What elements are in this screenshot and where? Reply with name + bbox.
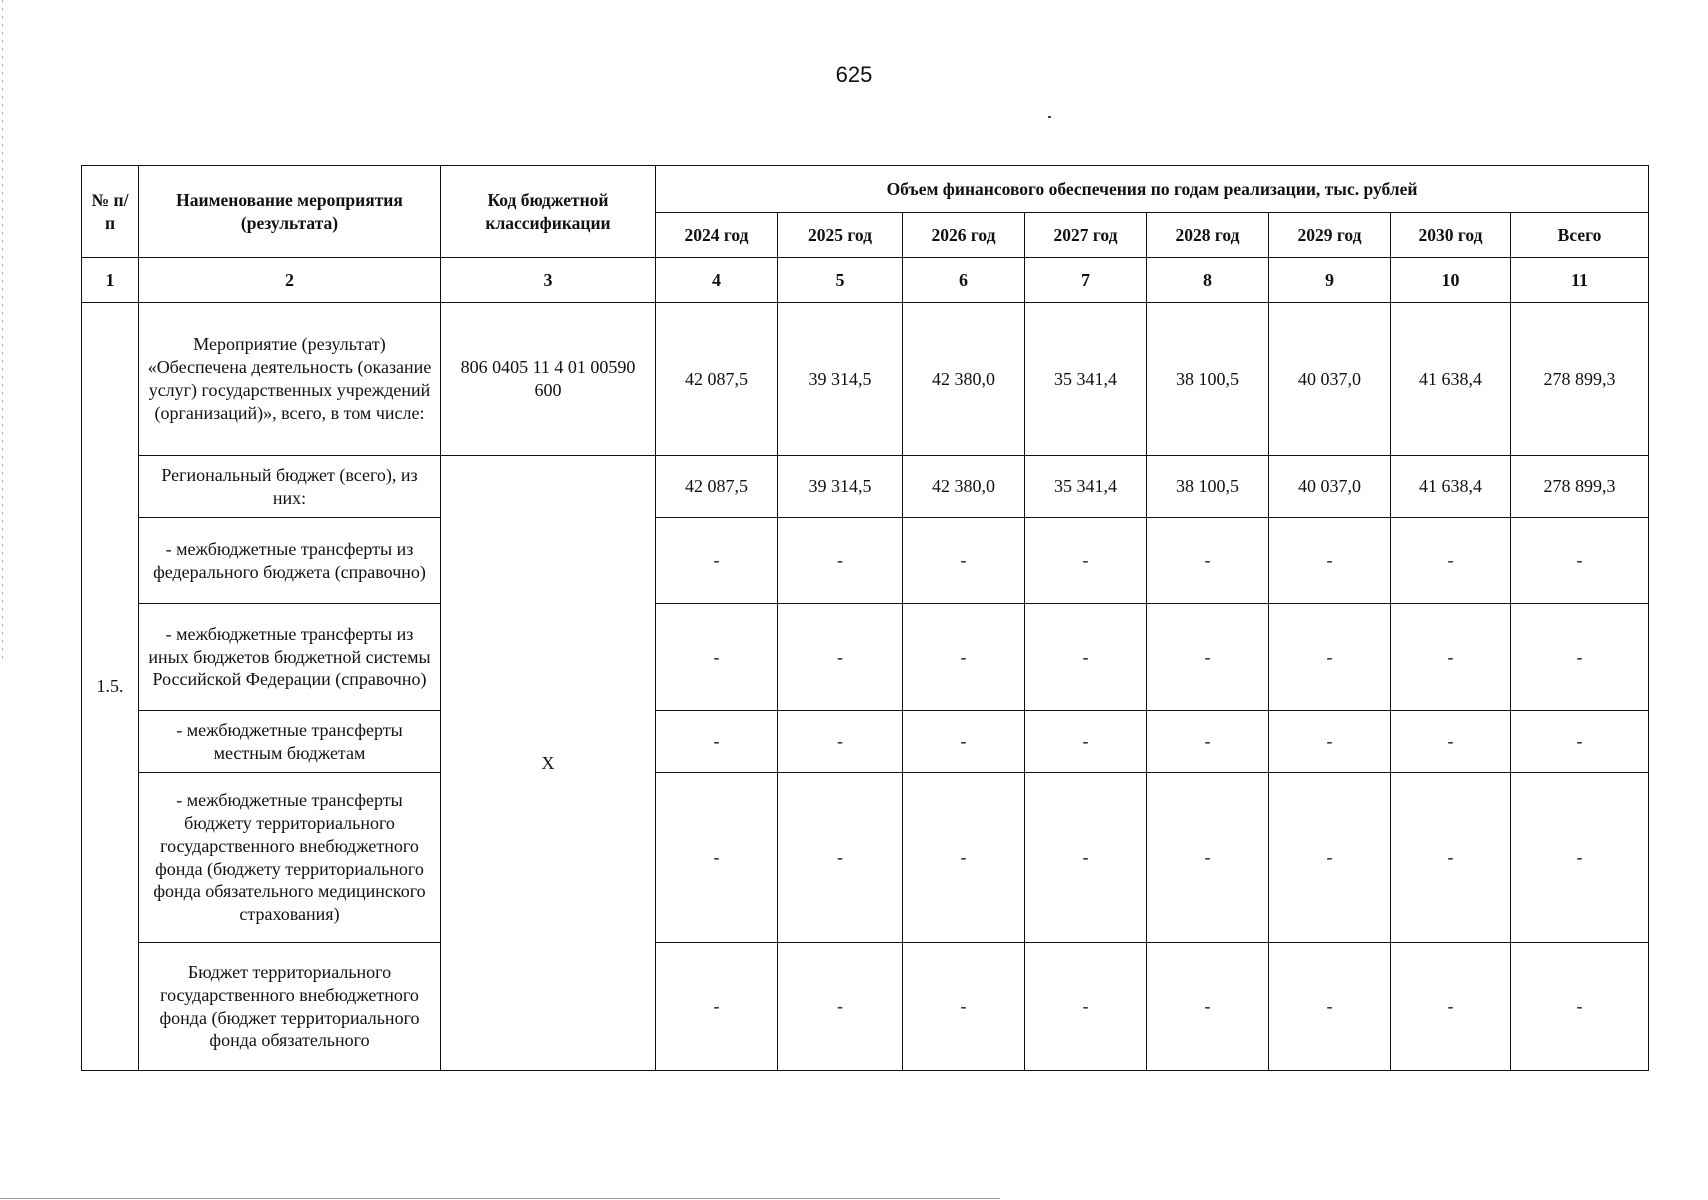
value-2030: - xyxy=(1391,943,1511,1071)
column-number: 4 xyxy=(656,258,778,303)
budget-code: 806 0405 11 4 01 00590 600 xyxy=(441,303,656,456)
value-2030: 41 638,4 xyxy=(1391,456,1511,518)
value-2028: - xyxy=(1147,711,1269,773)
funding-table xyxy=(81,165,1649,1071)
value-2028: - xyxy=(1147,773,1269,943)
row-number: 1.5. xyxy=(82,303,139,1071)
value-2028: - xyxy=(1147,943,1269,1071)
value-2025: - xyxy=(778,518,903,604)
header-row-top xyxy=(82,166,1649,213)
value-2028: 38 100,5 xyxy=(1147,456,1269,518)
value-2024: 42 087,5 xyxy=(656,303,778,456)
column-numbers-row xyxy=(82,258,1649,303)
value-2028: 38 100,5 xyxy=(1147,303,1269,456)
value-total: - xyxy=(1511,604,1649,711)
value-2029: 40 037,0 xyxy=(1269,456,1391,518)
header-code: Код бюджетной классификации xyxy=(441,166,656,258)
header-year-2026: 2026 год xyxy=(903,213,1025,258)
value-2029: - xyxy=(1269,604,1391,711)
value-total: 278 899,3 xyxy=(1511,303,1649,456)
measure-name: Мероприятие (результат) «Обеспечена деятельность (оказание услуг) государственных учреждений (организаций)», всего, в том числе: xyxy=(139,303,441,456)
value-2026: - xyxy=(903,518,1025,604)
column-number: 9 xyxy=(1269,258,1391,303)
header-year-2029: 2029 год xyxy=(1269,213,1391,258)
value-2029: 40 037,0 xyxy=(1269,303,1391,456)
column-number: 2 xyxy=(139,258,441,303)
value-2027: - xyxy=(1025,711,1147,773)
value-2025: 39 314,5 xyxy=(778,303,903,456)
value-2026: - xyxy=(903,604,1025,711)
table-row-local-transfers xyxy=(82,711,1649,773)
column-number: 11 xyxy=(1511,258,1649,303)
value-2028: - xyxy=(1147,604,1269,711)
value-2025: - xyxy=(778,711,903,773)
value-2028: - xyxy=(1147,518,1269,604)
column-number: 6 xyxy=(903,258,1025,303)
value-total: - xyxy=(1511,711,1649,773)
value-2026: - xyxy=(903,943,1025,1071)
value-2030: - xyxy=(1391,518,1511,604)
value-2024: - xyxy=(656,711,778,773)
value-2030: 41 638,4 xyxy=(1391,303,1511,456)
page-number: 625 xyxy=(835,62,873,87)
other-transfers-name: - межбюджетные трансферты из иных бюджетов бюджетной системы Российской Федерации (справочно) xyxy=(139,604,441,711)
header-year-2027: 2027 год xyxy=(1025,213,1147,258)
fund-transfers-name: - межбюджетные трансферты бюджету территориального государственного внебюджетного фонда (бюджету территориального фонда обязательного медицинского страхования) xyxy=(139,773,441,943)
value-2024: - xyxy=(656,773,778,943)
value-2027: - xyxy=(1025,518,1147,604)
table-row-fund-transfers xyxy=(82,773,1649,943)
column-number: 3 xyxy=(441,258,656,303)
header-year-2030: 2030 год xyxy=(1391,213,1511,258)
table-row-federal-transfers xyxy=(82,518,1649,604)
value-2029: - xyxy=(1269,711,1391,773)
value-2024: - xyxy=(656,518,778,604)
header-volume: Объем финансового обеспечения по годам реализации, тыс. рублей xyxy=(656,166,1649,213)
local-transfers-name: - межбюджетные трансферты местным бюджетам xyxy=(139,711,441,773)
value-2030: - xyxy=(1391,773,1511,943)
table-row-measure xyxy=(82,303,1649,456)
column-number: 8 xyxy=(1147,258,1269,303)
header-name: Наименование мероприятия (результата) xyxy=(139,166,441,258)
value-total: - xyxy=(1511,943,1649,1071)
value-2027: - xyxy=(1025,943,1147,1071)
value-total: 278 899,3 xyxy=(1511,456,1649,518)
value-2026: 42 380,0 xyxy=(903,456,1025,518)
value-2030: - xyxy=(1391,604,1511,711)
value-2027: 35 341,4 xyxy=(1025,303,1147,456)
value-2026: 42 380,0 xyxy=(903,303,1025,456)
scan-bottom-rule xyxy=(0,1198,1000,1199)
header-year-2024: 2024 год xyxy=(656,213,778,258)
column-number: 5 xyxy=(778,258,903,303)
scan-speck xyxy=(1048,116,1051,118)
table-row-regional-budget xyxy=(82,456,1649,518)
value-2025: - xyxy=(778,604,903,711)
value-total: - xyxy=(1511,773,1649,943)
value-2029: - xyxy=(1269,943,1391,1071)
value-2027: - xyxy=(1025,604,1147,711)
federal-transfers-name: - межбюджетные трансферты из федерального бюджета (справочно) xyxy=(139,518,441,604)
column-number: 10 xyxy=(1391,258,1511,303)
header-num: № п/п xyxy=(82,166,139,258)
value-2025: 39 314,5 xyxy=(778,456,903,518)
column-number: 1 xyxy=(82,258,139,303)
value-2029: - xyxy=(1269,518,1391,604)
budget-code-x: Х xyxy=(441,456,656,1071)
value-2029: - xyxy=(1269,773,1391,943)
scan-edge-mark xyxy=(2,0,3,660)
table-row-fund-budget xyxy=(82,943,1649,1071)
value-2026: - xyxy=(903,773,1025,943)
header-total: Всего xyxy=(1511,213,1649,258)
regional-budget-name: Региональный бюджет (всего), из них: xyxy=(139,456,441,518)
value-2030: - xyxy=(1391,711,1511,773)
value-2025: - xyxy=(778,773,903,943)
fund-budget-name: Бюджет территориального государственного внебюджетного фонда (бюджет территориального фонда обязательного xyxy=(139,943,441,1071)
value-2024: - xyxy=(656,604,778,711)
value-total: - xyxy=(1511,518,1649,604)
value-2027: 35 341,4 xyxy=(1025,456,1147,518)
table-row-other-transfers xyxy=(82,604,1649,711)
header-year-2028: 2028 год xyxy=(1147,213,1269,258)
value-2024: - xyxy=(656,943,778,1071)
value-2024: 42 087,5 xyxy=(656,456,778,518)
header-year-2025: 2025 год xyxy=(778,213,903,258)
column-number: 7 xyxy=(1025,258,1147,303)
value-2025: - xyxy=(778,943,903,1071)
value-2027: - xyxy=(1025,773,1147,943)
value-2026: - xyxy=(903,711,1025,773)
